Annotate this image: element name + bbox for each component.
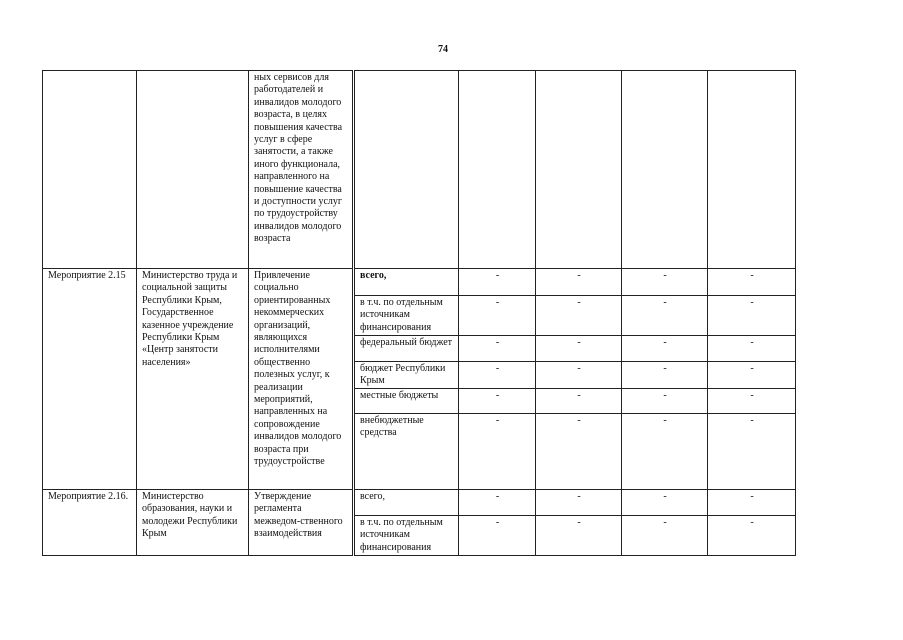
funding-value: - (536, 269, 622, 296)
continuation-row (43, 71, 796, 269)
funding-source: бюджет Республики Крым (355, 362, 459, 389)
funding-value: - (459, 515, 536, 555)
funding-value: - (536, 515, 622, 555)
funding-value: - (536, 362, 622, 389)
funding-value: - (459, 336, 536, 362)
funding-source-cell (355, 71, 459, 269)
funding-value: - (622, 336, 708, 362)
funding-value: - (459, 296, 536, 336)
funding-value: - (622, 489, 708, 515)
value-cell (622, 71, 708, 269)
funding-value: - (622, 388, 708, 413)
funding-source: федеральный бюджет (355, 336, 459, 362)
measure-label: Мероприятие 2.16. (43, 489, 137, 555)
funding-value: - (459, 489, 536, 515)
funding-value: - (536, 296, 622, 336)
funding-value: - (708, 489, 796, 515)
funding-value: - (536, 489, 622, 515)
executor-cell (137, 71, 249, 269)
funding-value: - (622, 413, 708, 489)
measure-executor: Министерство труда и социальной защиты Республики Крым, Государственное казенное учреждение Республики Крым «Центр занятости населения» (137, 269, 249, 490)
measure-description: Утверждение регламента межведом-ственного взаимодействия (249, 489, 353, 555)
funding-value: - (708, 362, 796, 389)
funding-value: - (536, 336, 622, 362)
funding-value: - (536, 388, 622, 413)
funding-source: местные бюджеты (355, 388, 459, 413)
funding-source: всего, (355, 269, 459, 296)
value-cell (459, 71, 536, 269)
measure-label-cell (43, 71, 137, 269)
funding-value: - (708, 269, 796, 296)
funding-row (43, 489, 796, 515)
measure-description: ных сервисов для работодателей и инвалидов молодого возраста, в целях повышения качества услуг в сфере занятости, а также иного функционала, направленного на повышение качества и доступности услуг по трудоустройству инвалидов молодого возраста (249, 71, 353, 269)
value-cell (536, 71, 622, 269)
funding-value: - (622, 362, 708, 389)
funding-value: - (536, 413, 622, 489)
funding-value: - (708, 296, 796, 336)
funding-value: - (622, 269, 708, 296)
page-number: 74 (438, 44, 448, 55)
funding-source: в т.ч. по отдельным источникам финансирования (355, 515, 459, 555)
funding-value: - (708, 413, 796, 489)
measure-label: Мероприятие 2.15 (43, 269, 137, 490)
funding-value: - (459, 362, 536, 389)
funding-value: - (459, 388, 536, 413)
measure-executor: Министерство образования, науки и молодежи Республики Крым (137, 489, 249, 555)
funding-source: всего, (355, 489, 459, 515)
value-cell (708, 71, 796, 269)
funding-source: в т.ч. по отдельным источникам финансирования (355, 296, 459, 336)
funding-value: - (708, 336, 796, 362)
funding-value: - (622, 296, 708, 336)
funding-value: - (708, 515, 796, 555)
funding-value: - (622, 515, 708, 555)
funding-value: - (459, 413, 536, 489)
funding-value: - (459, 269, 536, 296)
funding-row (43, 269, 796, 296)
program-measures-table (42, 70, 796, 556)
measure-description: Привлечение социально ориентированных некоммерческих организаций, являющихся исполнителями общественно полезных услуг, к реализации мероприятий, направленных на сопровождение инвалидов молодого возраста при трудоустройстве (249, 269, 353, 490)
funding-source: внебюджетные средства (355, 413, 459, 489)
funding-value: - (708, 388, 796, 413)
